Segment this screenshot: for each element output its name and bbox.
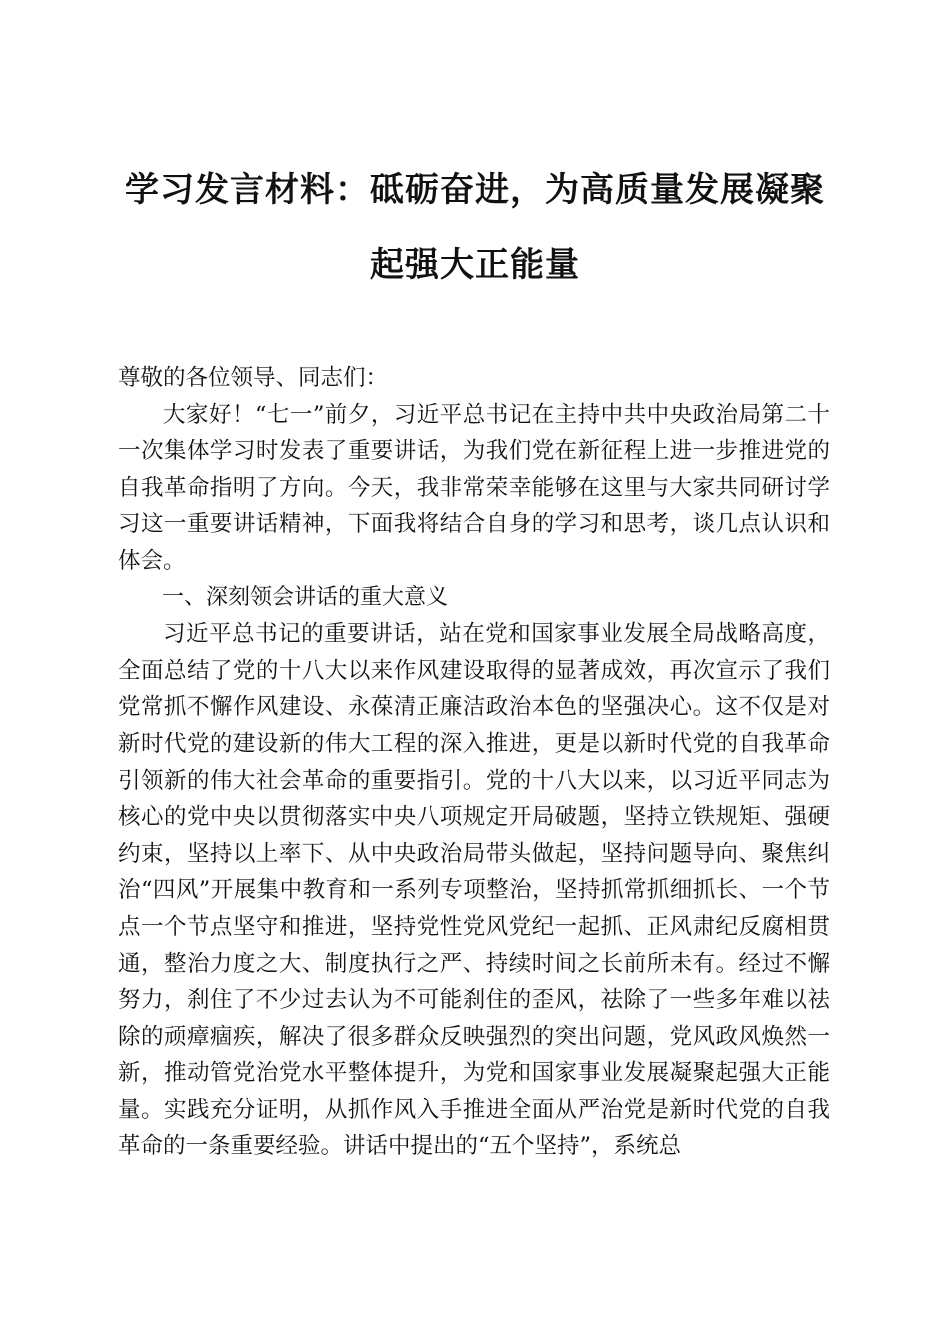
salutation: 尊敬的各位领导、同志们： (118, 365, 389, 391)
document-title-line-2: 起强大正能量 (370, 245, 580, 285)
document-title-line-1: 学习发言材料：砥砺奋进，为高质量发展凝聚 (125, 170, 825, 210)
section-paragraph: 习近平总书记的重要讲话，站在党和国家事业发展全局战略高度，全面总结了党的十八大以来作风建设取得的显著成效，再次宣示了我们党常抓不懈作风建设、永葆清正廉洁政治本色的坚强决心。这不仅是对新时代党的建设新的伟大工程的深入推进，更是以新时代党的自我革命引领新的伟大社会革命的重要指引。党的十八大以来，以习近平同志为核心的党中央以贯彻落实中央八项规定开局破题，坚持立铁规矩、强硬约束，坚持以上率下、从中央政治局带头做起，坚持问题导向、聚焦纠治“四风”开展集中教育和一系列专项整治，坚持抓常抓细抓长、一个节点一个节点坚守和推进，坚持党性党风党纪一起抓、正风肃纪反腐相贯通，整治力度之大、制度执行之严、持续时间之长前所未有。经过不懈努力，刹住了不少过去认为不可能刹住的歪风，祛除了一些多年难以祛除的顽瘴痼疾，解决了很多群众反映强烈的突出问题，党风政风焕然一新，推动管党治党水平整体提升，为党和国家事业发展凝聚起强大正能量。实践充分证明，从抓作风入手推进全面从严治党是新时代党的自我革命的一条重要经验。讲话中提出的“五个坚持”，系统总 (118, 621, 830, 1160)
opening-paragraph: 大家好！“七一”前夕，习近平总书记在主持中共中央政治局第二十一次集体学习时发表了重要讲话，为我们党在新征程上进一步推进党的自我革命指明了方向。今天，我非常荣幸能够在这里与大家共同研讨学习这一重要讲话精神，下面我将结合自身的学习和思考，谈几点认识和体会。 (118, 401, 830, 574)
section-heading: 一、深刻领会讲话的重大意义 (162, 584, 449, 610)
document-body (118, 360, 830, 1165)
